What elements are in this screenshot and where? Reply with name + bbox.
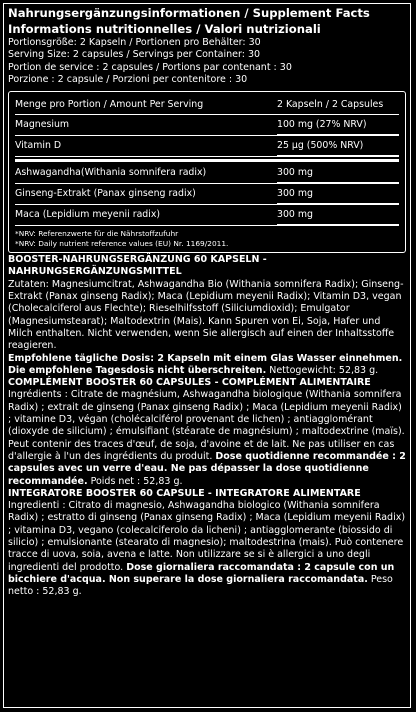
capsules-header: 2 Kapseln / 2 Capsules bbox=[277, 95, 399, 115]
nutrient-amount: 100 mg (27% NRV) bbox=[277, 115, 399, 135]
nutrient-name: Magnesium bbox=[15, 119, 70, 131]
french-ingredients: Ingrédients : Citrate de magnésium, Ashwagandha biologique (Withania somnifera Radix) ; extrait de ginseng (Panax ginseng Radix) ; Maca (Lepidium meyenii Radix) ; vitamine D3, végan (cholécalciférol provenant de lichen) ; antiagglomérant (dioxyde de silicium) ; émulsifiant (stéarate de magnésium) ; maltodextrine (maïs). Peut contenir des traces d'œuf, de soja, d'avoine et de lait. Ne pas utiliser en cas d'allergie à l'un des ingrédients du produit. bbox=[8, 389, 405, 462]
serving-line-en: Serving Size: 2 capsules / Servings per Container: 30 bbox=[8, 49, 261, 61]
table-row-vitamin-d bbox=[15, 136, 399, 157]
nutrient-amount: 25 µg (500% NRV) bbox=[277, 136, 399, 156]
serving-line-fr: Portion de service : 2 capsules / Portions par contenant : 30 bbox=[8, 61, 292, 73]
serving-line-de: Portionsgröße: 2 Kapseln / Portionen pro Behälter: 30 bbox=[8, 37, 261, 48]
supplement-facts-panel bbox=[3, 3, 411, 708]
nutrient-name: Ginseng-Extrakt (Panax ginseng radix) bbox=[15, 188, 196, 200]
nutrient-amount: 300 mg bbox=[277, 184, 399, 204]
nutrient-name: Maca (Lepidium meyenii radix) bbox=[15, 209, 161, 221]
serving-line-it: Porzione : 2 capsule / Porzioni per contenitore : 30 bbox=[8, 73, 248, 85]
italian-ingredients: Ingredienti : Citrato di magnesio, Ashwagandha biologico (Withania somnifera Radix) ; estratto di ginseng (Panax ginseng Radix) ; Maca (Lepidium meyenii Radix) ; vitamina D3, vegano (colecalciferolo da licheni) ; antiagglomerante (biossido di silicio) ; emulsionante (stearato di magnesio); maltodestrina (mais). Può contenere tracce di uova, soia, avena e latte. Non utilizzare se si è allergici a uno degli ingredienti del prodotto. bbox=[8, 500, 406, 573]
table-row-ashwagandha bbox=[15, 163, 399, 184]
german-section bbox=[8, 279, 406, 377]
table-row-maca bbox=[15, 205, 399, 226]
nutrient-amount: 300 mg bbox=[277, 163, 399, 183]
title-line-2: Informations nutritionnelles / Valori nutrizionali bbox=[8, 22, 321, 36]
german-heading: BOOSTER-NAHRUNGSERGÄNZUNG 60 KAPSELN - NAHRUNGSERGÄNZUNGSMITTEL bbox=[8, 254, 267, 278]
nutrient-name: Ashwagandha(Withania somnifera radix) bbox=[15, 167, 207, 179]
german-ingredients: Zutaten: Magnesiumcitrat, Ashwagandha Bio (Withania somnifera Radix); Ginseng-Extrakt (Panax ginseng Radix); Maca (Lepidium meyenii Radix); Vitamin D3, vegan (Cholecalciferol aus Flechte); Rieselhilfsstoff (Siliciumdioxid); Emulgator (Magnesiumstearat); Maltodextrin (Mais). Kann Spuren von Ei, Soja, Hafer und Milch enthalten. Nicht verwenden, wenn Sie allergisch auf einen der Inhaltsstoffe reagieren. bbox=[8, 278, 404, 352]
facts-header bbox=[4, 4, 410, 86]
french-section bbox=[8, 389, 406, 487]
nrv-footnote-en: *NRV: Daily nutrient reference values (EU) Nr. 1169/2011. bbox=[15, 239, 229, 249]
amount-per-serving-header: Menge pro Portion / Amount Per Serving bbox=[15, 95, 277, 115]
french-heading: COMPLÉMENT BOOSTER 60 CAPSULES - COMPLÉMENT ALIMENTAIRE bbox=[8, 377, 371, 389]
italian-dosage: Dose giornaliera raccomandata : 2 capsule con un bicchiere d'acqua. Non superare la dose giornaliera raccomandata. bbox=[8, 561, 395, 585]
german-net-weight: Nettogewicht: 52,83 g. bbox=[266, 364, 379, 376]
table-header-row bbox=[15, 95, 399, 115]
section-divider bbox=[15, 159, 399, 162]
italian-section bbox=[8, 500, 406, 598]
nutrient-amount: 300 mg bbox=[277, 205, 399, 225]
nrv-footnote-de: *NRV: Referenzwerte für die Nährstoffzufuhr bbox=[15, 229, 179, 239]
french-dosage: Dose quotidienne recommandée : 2 capsules avec un verre d'eau. Ne pas dépasser la dose quotidienne recommandée. bbox=[8, 450, 406, 487]
italian-heading: INTEGRATORE BOOSTER 60 CAPSULE - INTEGRATORE ALIMENTARE bbox=[8, 487, 361, 499]
french-net-weight: Poids net : 52,83 g. bbox=[87, 475, 183, 487]
table-row-ginseng bbox=[15, 184, 399, 205]
title-line-1: Nahrungsergänzungsinformationen / Supplement Facts bbox=[8, 6, 370, 20]
nutrient-name: Vitamin D bbox=[15, 140, 62, 152]
nutrient-table bbox=[8, 91, 406, 253]
ingredients-text bbox=[4, 253, 410, 598]
italian-net-weight: Peso netto : 52,83 g. bbox=[8, 573, 393, 598]
table-row-magnesium bbox=[15, 115, 399, 136]
german-dosage: Empfohlene tägliche Dosis: 2 Kapseln mit einem Glas Wasser einnehmen. Die empfohlene Tagesdosis nicht überschreiten. bbox=[8, 352, 403, 376]
